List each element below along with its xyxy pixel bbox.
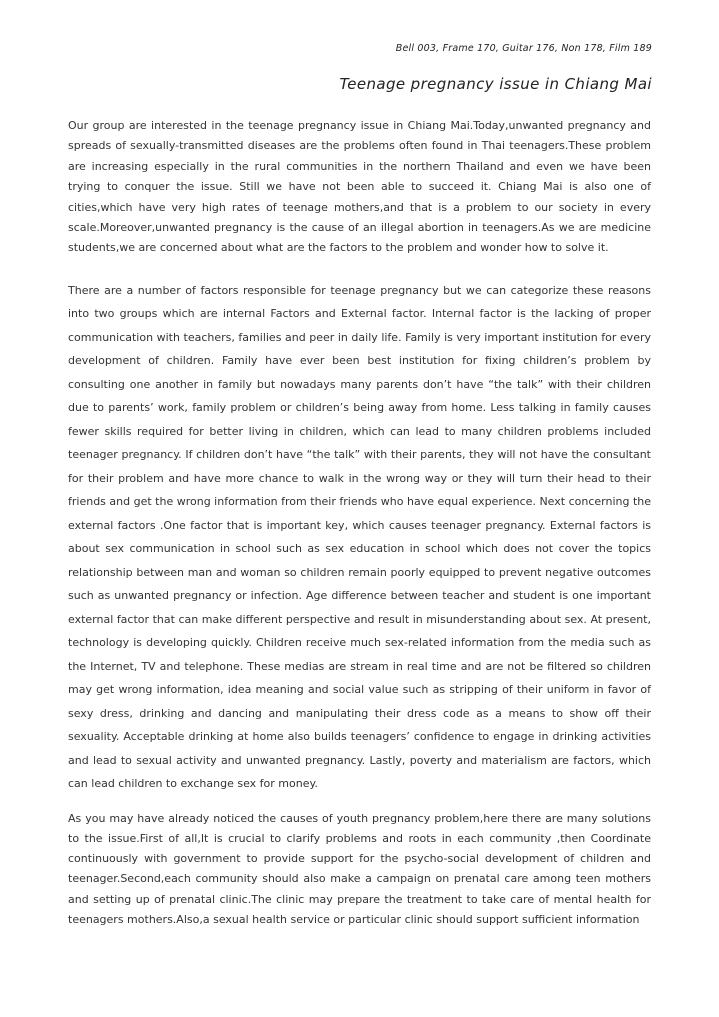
running-head: Bell 003, Frame 170, Guitar 176, Non 178, Film 189: [395, 43, 652, 54]
document-body: [68, 116, 651, 930]
document-title: Teenage pregnancy issue in Chiang Mai: [339, 75, 652, 93]
paragraph-factors: There are a number of factors responsible for teenage pregnancy but we can categorize these reasons into two groups which are internal Factors and External factor. Internal factor is the lacking of proper communication with teachers, families and peer in daily life. Family is very important institution for every development of children. Family have ever been best institution for fixing children’s problem by consulting one another in family but nowadays many parents don’t have “the talk” with their children due to parents’ work, family problem or children’s being away from home. Less talking in family causes fewer skills required for better living in children, which can lead to many children problems included teenager pregnancy. If children don’t have “the talk” with their parents, they will not have the consultant for their problem and have more chance to walk in the wrong way or they will turn their head to their friends and get the wrong information from their friends who have equal experience. Next concerning the external factors .One factor that is important key, which causes teenager pregnancy. External factors is about sex communication in school such as sex education in school which does not cover the topics relationship between man and woman so children remain poorly equipped to prevent negative outcomes such as unwanted pregnancy or infection. Age difference between teacher and student is one important external factor that can make different perspective and result in misunderstanding about sex. At present, technology is developing quickly. Children receive much sex-related information from the media such as the Internet, TV and telephone. These medias are stream in real time and are not be filtered so children may get wrong information, idea meaning and social value such as stripping of their uniform in favor of sexy dress, drinking and dancing and manipulating their dress code as a means to show off their sexuality. Acceptable drinking at home also builds teenagers’ confidence to engage in drinking activities and lead to sexual activity and unwanted pregnancy. Lastly, poverty and materialism are factors, which can lead children to exchange sex for money.: [68, 283, 651, 791]
paragraph-introduction: Our group are interested in the teenage pregnancy issue in Chiang Mai.Today,unwanted pregnancy and spreads of sexually-transmitted diseases are the problems often found in Thai teenagers.These problem are increasing especially in the rural communities in the northern Thailand and even we have been trying to conquer the issue. Still we have not been able to succeed it. Chiang Mai is also one of cities,which have very high rates of teenage mothers,and that is a problem to our society in every scale.Moreover,unwanted pregnancy is the cause of an illegal abortion in teenagers.As we are medicine students,we are concerned about what are the factors to the problem and wonder how to solve it.: [68, 119, 651, 255]
paragraph-solutions: As you may have already noticed the causes of youth pregnancy problem,here there are many solutions to the issue.First of all,It is crucial to clarify problems and roots in each community ,then Coordinate continuously with government to provide support for the psycho-social development of children and teenager.Second,each community should also make a campaign on prenatal care among teen mothers and setting up of prenatal clinic.The clinic may prepare the treatment to take care of mental health for teenagers mothers.Also,a sexual health service or particular clinic should support sufficient information: [68, 811, 651, 926]
